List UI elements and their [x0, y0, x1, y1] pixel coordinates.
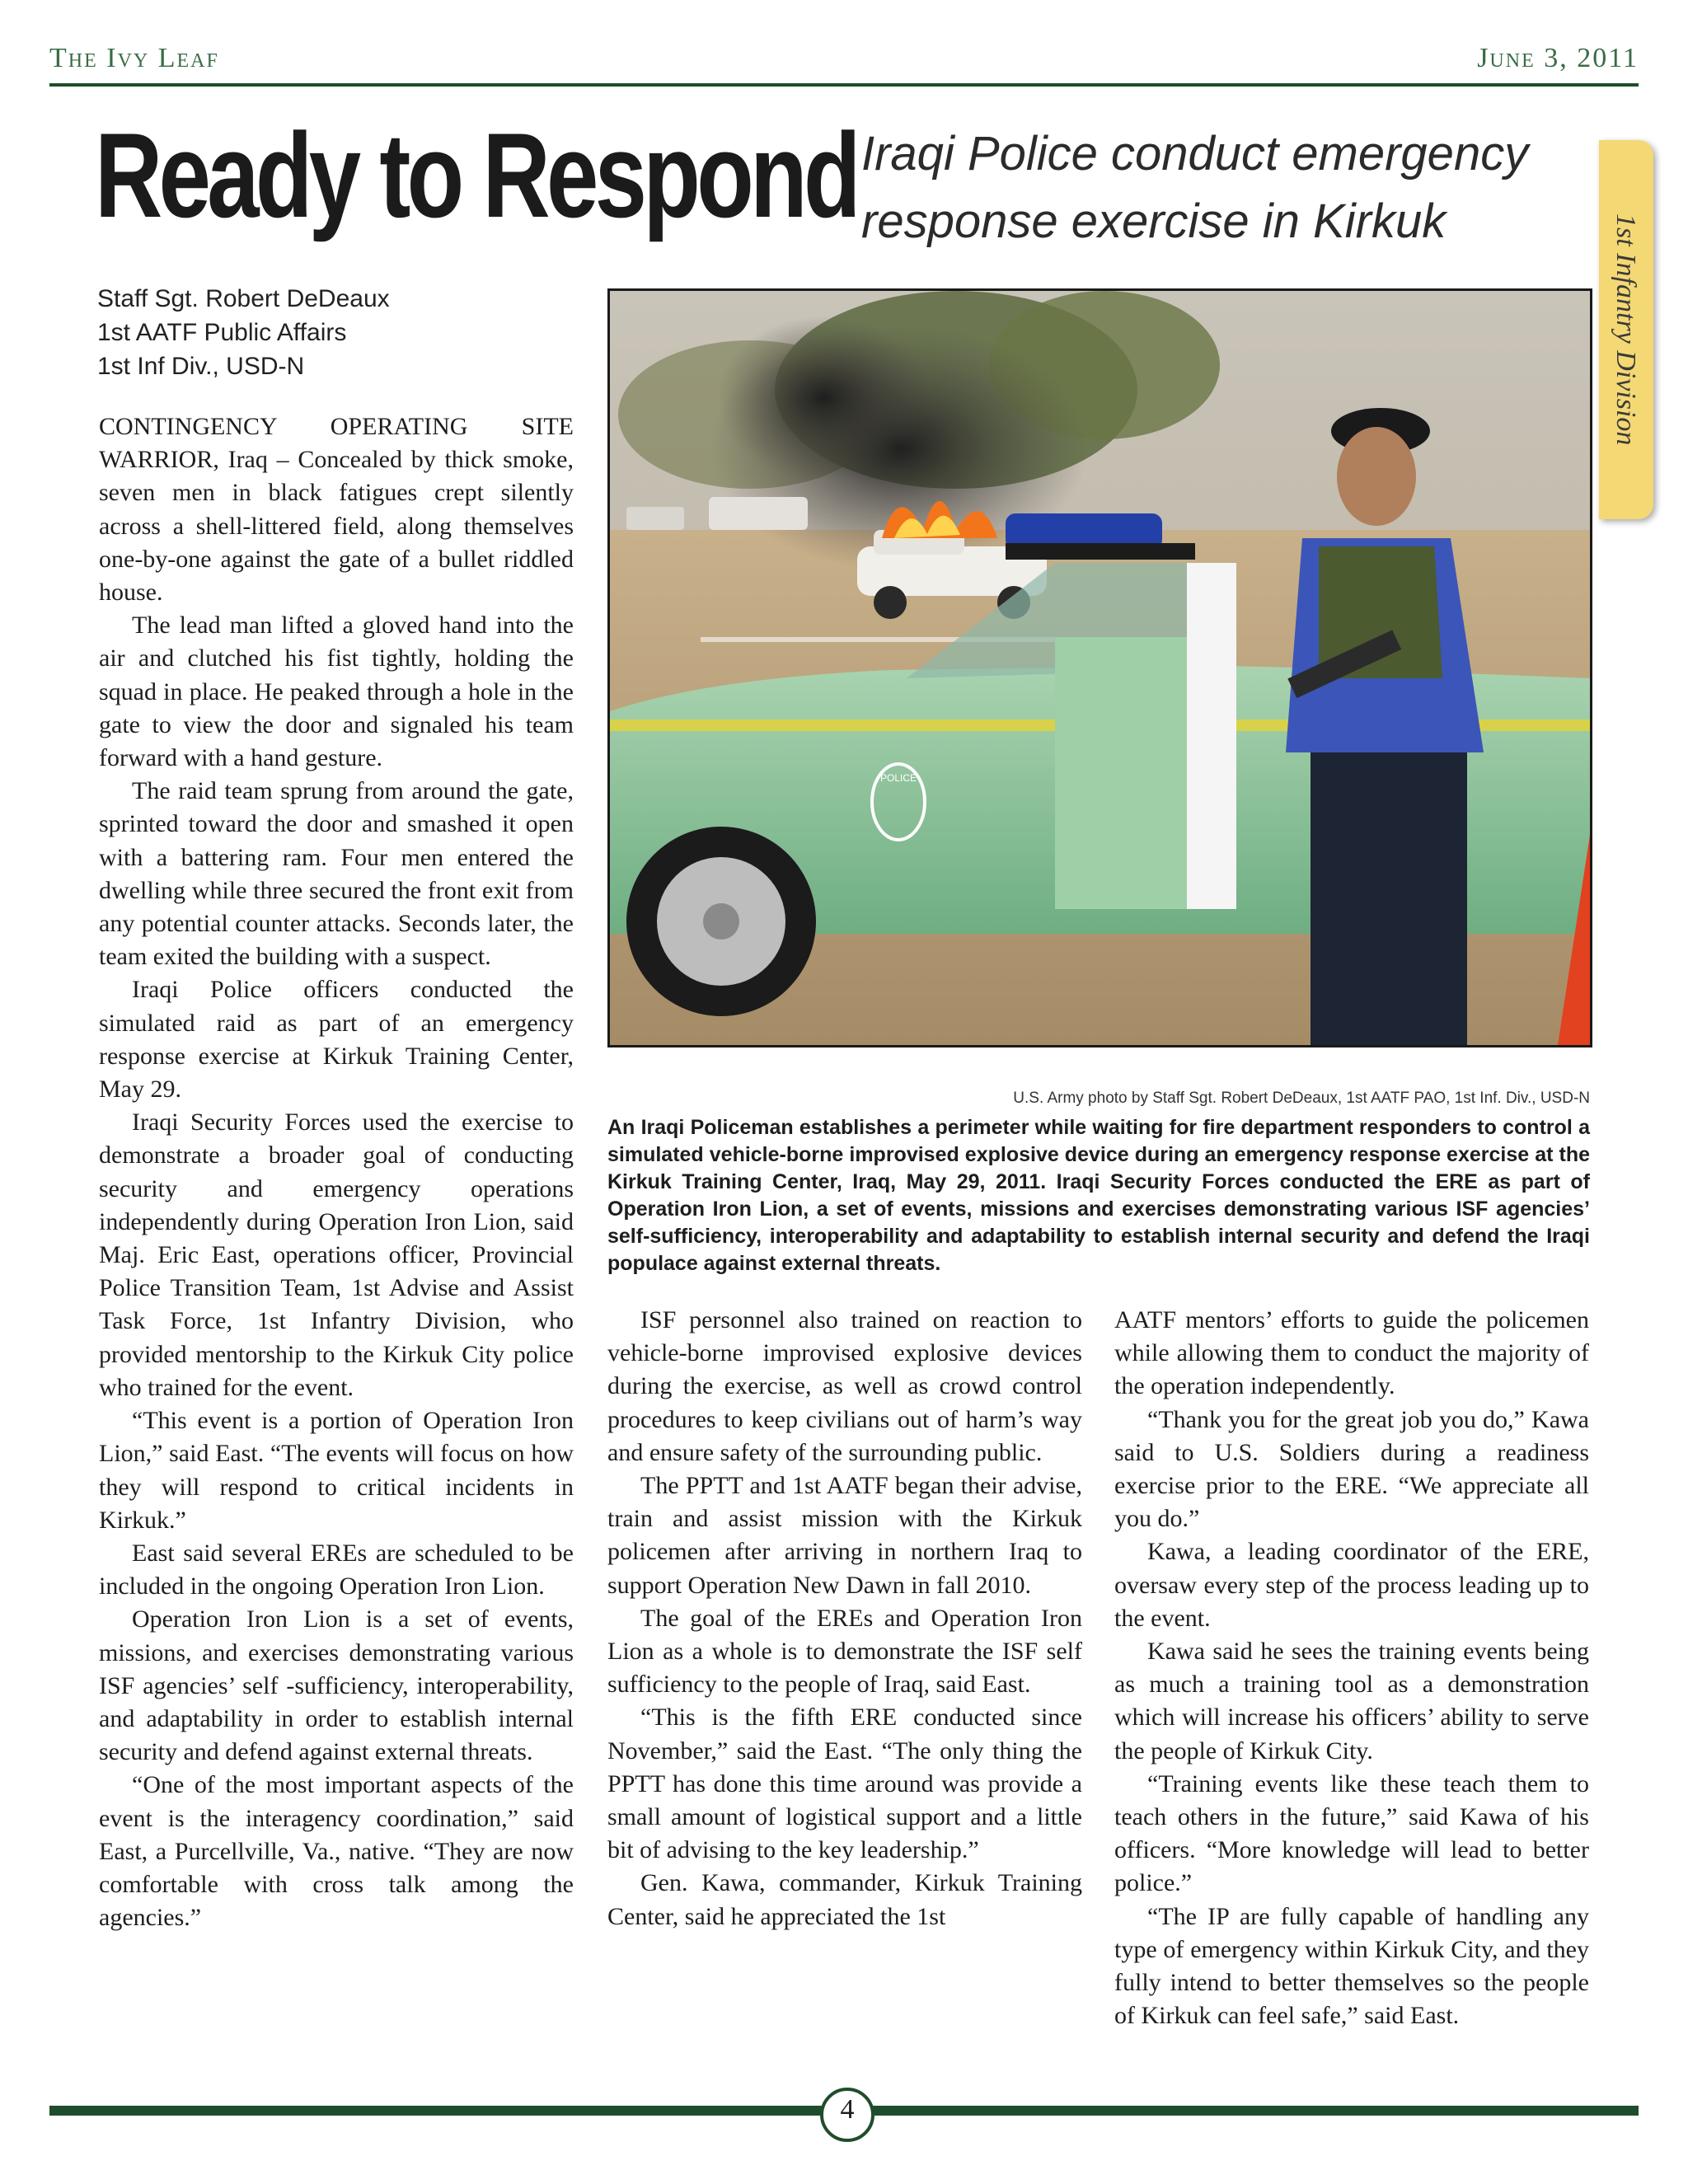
issue-date: June 3, 2011	[1477, 43, 1639, 73]
car-emblem-text: POLICE	[879, 772, 917, 784]
paragraph: The raid team sprung from around the gate, sprinted toward the door and smashed it open with a battering ram. Four men entered the dwelling while three secured the front exit from any potential counter attacks. Seconds later, the team exited the building with a suspect.	[99, 777, 574, 971]
paragraph: Kawa said he sees the training events being as much a training tool as a demonstration which will increase his officers’ ability to serve the people of Kirkuk City.	[1114, 1638, 1589, 1765]
page-number: 4	[840, 2094, 855, 2125]
byline-unit: 1st AATF Public Affairs	[97, 319, 347, 346]
paragraph: Gen. Kawa, commander, Kirkuk Training Center, said he appreciated the 1st	[607, 1869, 1082, 1930]
byline-division: 1st Inf Div., USD-N	[97, 353, 305, 380]
paragraph: “One of the most important aspects of the event is the interagency coordination,” said East, a Purcellville, Va., native. “They are now comfortable with cross talk among the agencies.”	[99, 1771, 574, 1932]
paragraph: Iraqi Security Forces used the exercise to demonstrate a broader goal of conducting security and emergency operations independently during Operation Iron Lion, said Maj. Eric East, operations officer, Provincial Police Transition Team, 1st Advise and Assist Task Force, 1st Infantry Division, who provided mentorship to the Kirkuk City police who trained for the event.	[99, 1108, 574, 1401]
publication-name: The Ivy Leaf	[49, 43, 219, 73]
article-column-1	[99, 410, 574, 1934]
police-car-scene-illustration	[610, 291, 1590, 1045]
photo-credit: U.S. Army photo by Staff Sgt. Robert DeDeaux, 1st AATF PAO, 1st Inf. Div., USD-N	[1013, 1090, 1590, 1107]
article-column-3	[1114, 1304, 1589, 2032]
paragraph: “This is the fifth ERE conducted since November,” said the East. “The only thing the PPTT has done this time around was provide a small amount of logistical support and a little bit of advising to the key leadership.”	[607, 1704, 1082, 1864]
paragraph: East said several EREs are scheduled to be included in the ongoing Operation Iron Lion.	[99, 1539, 574, 1601]
article-column-2	[607, 1304, 1082, 1933]
paragraph: The goal of the EREs and Operation Iron Lion as a whole is to demonstrate the ISF self sufficiency to the people of Iraq, said East.	[607, 1604, 1082, 1699]
article-photo	[607, 288, 1592, 1047]
paragraph: Operation Iron Lion is a set of events, missions, and exercises demonstrating various ISF agencies’ self -sufficiency, interoperability, and adaptability in order to establish internal security and defend against external threats.	[99, 1605, 574, 1766]
paragraph: “The IP are fully capable of handling any type of emergency within Kirkuk City, and they fully intend to better themselves so the people of Kirkuk can feel safe,” said East.	[1114, 1902, 1589, 2030]
article-headline: Ready to Respond	[95, 108, 857, 242]
article-subheadline: Iraqi Police conduct emergency response exercise in Kirkuk	[861, 127, 1529, 248]
paragraph: The lead man lifted a gloved hand into the air and clutched his fist tightly, holding the squad in place. He peaked through a hole in the gate to view the door and signaled his team forward with a hand gesture.	[99, 612, 574, 772]
header-divider	[49, 83, 1639, 87]
byline-author: Staff Sgt. Robert DeDeaux	[97, 285, 390, 312]
paragraph: AATF mentors’ efforts to guide the policemen while allowing them to conduct the majority of the operation independently.	[1114, 1306, 1589, 1400]
paragraph: CONTINGENCY OPERATING SITE WARRIOR, Iraq – Concealed by thick smoke, seven men in black fatigues crept silently across a shell-littered field, along themselves one-by-one against the gate of a bullet riddled house.	[99, 413, 574, 607]
paragraph: ISF personnel also trained on reaction to vehicle-borne improvised explosive devices during the exercise, as well as crowd control procedures to keep civilians out of harm’s way and ensure safety of the surrounding public.	[607, 1306, 1082, 1466]
paragraph: “Training events like these teach them to teach others in the future,” said Kawa of his officers. “More knowledge will lead to better police.”	[1114, 1769, 1589, 1897]
paragraph: “Thank you for the great job you do,” Kawa said to U.S. Soldiers during a readiness exercise prior to the ERE. “We appreciate all you do.”	[1114, 1405, 1589, 1533]
paragraph: Kawa, a leading coordinator of the ERE, oversaw every step of the process leading up to the event.	[1114, 1538, 1589, 1632]
paragraph: “This event is a portion of Operation Iron Lion,” said East. “The events will focus on how they will respond to critical incidents in Kirkuk.”	[99, 1407, 574, 1534]
paragraph: The PPTT and 1st AATF began their advise, train and assist mission with the Kirkuk policemen after arriving in northern Iraq to support Operation New Dawn in fall 2010.	[607, 1472, 1082, 1599]
paragraph: Iraqi Police officers conducted the simulated raid as part of an emergency response exercise at Kirkuk Training Center, May 29.	[99, 976, 574, 1104]
byline	[97, 282, 390, 383]
section-tab-label: 1st Infantry Division	[1611, 213, 1641, 446]
photo-caption: An Iraqi Policeman establishes a perimeter while waiting for fire department responders to control a simulated vehicle-borne improvised explosive device during an emergency response exercise at the Kirkuk Training Center, Iraq, May 29, 2011. Iraqi Security Forces conducted the ERE as part of Operation Iron Lion, a set of events, missions and exercises demonstrating various ISF agencies’ self-sufficiency, interoperability and adaptability to establish internal security and defend the Iraqi populace against external threats.	[607, 1116, 1590, 1275]
